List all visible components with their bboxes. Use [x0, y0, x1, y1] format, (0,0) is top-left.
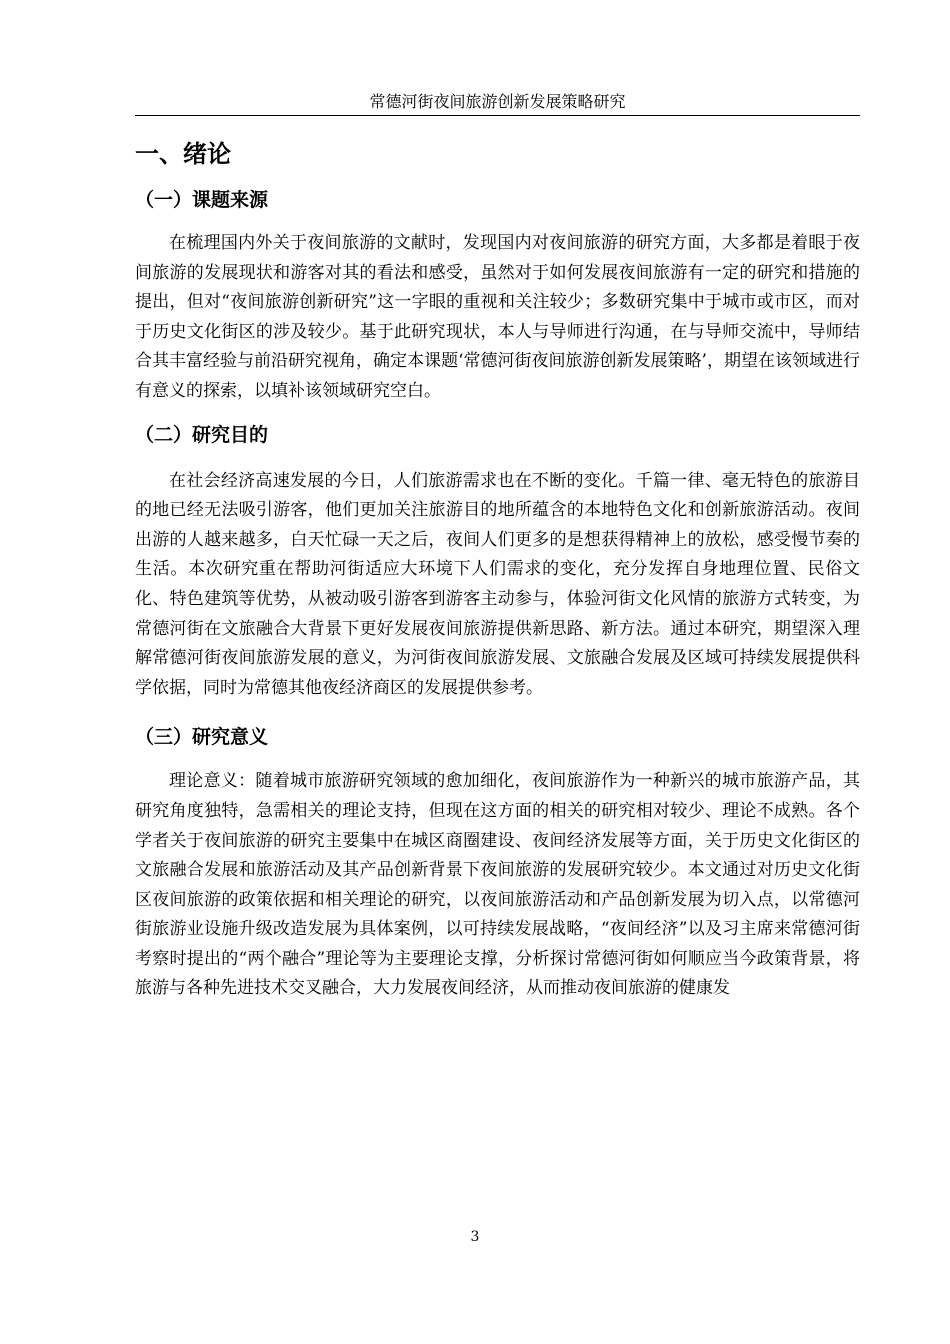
section-paragraph-source: 在梳理国内外关于夜间旅游的文献时，发现国内对夜间旅游的研究方面，大多都是着眼于夜间旅游的发展现状和游客对其的看法和感受，虽然对于如何发展夜间旅游有一定的研究和措施的提出，但对“夜间旅游创新研究”这一字眼的重视和关注较少；多数研究集中于城市或市区，而对于历史文化街区的涉及较少。基于此研究现状，本人与导师进行沟通，在与导师交流中，导师结合其丰富经验与前沿研究视角，确定本课题‘常德河街夜间旅游创新发展策略’，期望在该领域进行有意义的探索，以填补该领域研究空白。 — [135, 233, 860, 401]
section-heading-source: （一）课题来源 — [135, 189, 269, 211]
section-paragraph-significance: 理论意义：随着城市旅游研究领域的愈加细化，夜间旅游作为一种新兴的城市旅游产品，其研究角度独特，急需相关的理论支持，但现在这方面的相关的研究相对较少、理论不成熟。各个学者关于夜间旅游的研究主要集中在城区商圈建设、夜间经济发展等方面，关于历史文化街区的文旅融合发展和旅游活动及其产品创新背景下夜间旅游的发展研究较少。本文通过对历史文化街区夜间旅游的政策依据和相关理论的研究，以夜间旅游活动和产品创新发展为切入点，以常德河街旅游业设施升级改造发展为具体案例，以可持续发展战略，“夜间经济”以及习主席来常德河街考察时提出的“两个融合”理论等为主要理论支撑，分析探讨常德河街如何顺应当今政策背景，将旅游与各种先进技术交叉融合，大力发展夜间经济，从而推动夜间旅游的健康发 — [135, 771, 860, 999]
section-heading-significance: （三）研究意义 — [135, 726, 269, 749]
page-content — [135, 133, 860, 1004]
header-rule — [135, 115, 860, 116]
page-number: 3 — [470, 1229, 480, 1245]
running-header: 常德河街夜间旅游创新发展策略研究 — [369, 92, 626, 111]
section-paragraph-purpose: 在社会经济高速发展的今日，人们旅游需求也在不断的变化。千篇一律、毫无特色的旅游目的地已经无法吸引游客，他们更加关注旅游目的地所蕴含的本地特色文化和创新旅游活动。夜间出游的人越来越多，白天忙碌一天之后，夜间人们更多的是想获得精神上的放松，感受慢节奏的生活。本次研究重在帮助河街适应大环境下人们需求的变化，充分发挥自身地理位置、民俗文化、特色建筑等优势，从被动吸引游客到游客主动参与，体验河街文化风情的旅游方式转变，为常德河街在文旅融合大背景下更好发展夜间旅游提供新思路、新方法。通过本研究，期望深入理解常德河街夜间旅游发展的意义，为河街夜间旅游发展、文旅融合发展及区域可持续发展提供科学依据，同时为常德其他夜经济商区的发展提供参考。 — [135, 470, 860, 698]
section-heading-purpose: （二）研究目的 — [135, 423, 269, 446]
chapter-title: 一、绪论 — [135, 140, 231, 168]
